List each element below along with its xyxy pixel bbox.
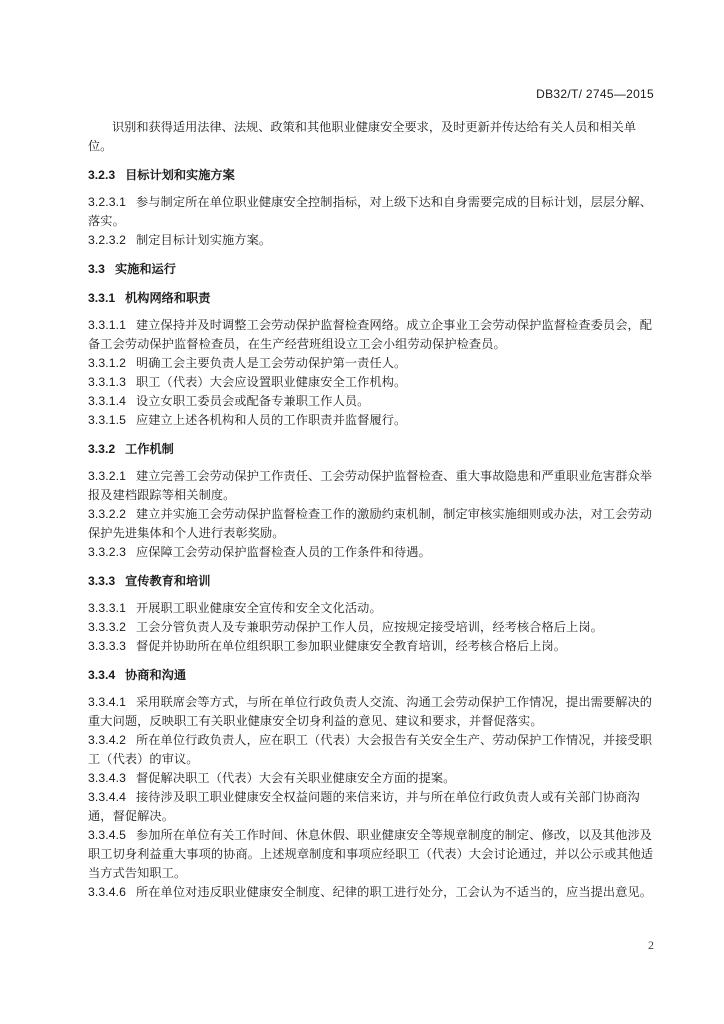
- section-title: 目标计划和实施方案: [125, 168, 235, 182]
- clause-3-3-4-6: [88, 883, 656, 902]
- section-number: 3.3.3: [88, 574, 116, 588]
- section-heading-3-3: [88, 260, 656, 279]
- clause-number: 3.3.2.1: [88, 469, 126, 483]
- clause-text: 建立并实施工会劳动保护监督检查工作的激励约束机制，制定审核实施细则或办法，对工会劳动保护先进集体和个人进行表彰奖励。: [88, 507, 653, 540]
- clause-text: 所在单位行政负责人，应在职工（代表）大会报告有关安全生产、劳动保护工作情况，并接受职工（代表）的审议。: [88, 733, 653, 766]
- clause-3-3-4-5: [88, 826, 656, 883]
- clause-number: 3.2.3.1: [88, 195, 126, 209]
- section-number: 3.3.1: [88, 291, 116, 305]
- section-heading-3-3-3: [88, 572, 656, 591]
- clause-number: 3.2.3.2: [88, 233, 126, 247]
- clause-3-2-3-2: [88, 231, 656, 250]
- section-number: 3.3.2: [88, 442, 116, 456]
- clause-text: 开展职工职业健康安全宣传和安全文化活动。: [135, 601, 382, 615]
- clause-text: 职工（代表）大会应设置职业健康安全工作机构。: [135, 375, 407, 389]
- clause-number: 3.3.1.2: [88, 356, 126, 370]
- section-title: 宣传教育和培训: [125, 574, 211, 588]
- clause-text: 接待涉及职工职业健康安全权益问题的来信来访，并与所在单位行政负责人或有关部门协商沟通，督促解决。: [88, 790, 640, 823]
- clause-text: 制定目标计划实施方案。: [135, 233, 272, 247]
- section-title: 实施和运行: [114, 262, 176, 276]
- section-heading-3-3-2: [88, 440, 656, 459]
- section-number: 3.3: [88, 262, 105, 276]
- document-body: [88, 118, 656, 902]
- clause-3-3-2-3: [88, 543, 656, 562]
- section-heading-3-3-1: [88, 289, 656, 308]
- clause-text: 建立完善工会劳动保护工作责任、工会劳动保护监督检查、重大事故隐患和严重职业危害群众举报及建档跟踪等相关制度。: [88, 469, 653, 502]
- clause-text: 应建立上述各机构和人员的工作职责并监督履行。: [135, 413, 407, 427]
- clause-3-3-2-2: [88, 505, 656, 543]
- section-title: 机构网络和职责: [125, 291, 211, 305]
- clause-number: 3.3.3.2: [88, 620, 126, 634]
- clause-number: 3.3.2.3: [88, 545, 126, 559]
- section-number: 3.2.3: [88, 168, 116, 182]
- section-heading-3-2-3: [88, 166, 656, 185]
- clause-number: 3.3.4.4: [88, 790, 126, 804]
- clause-text: 工会分管负责人及专兼职劳动保护工作人员，应按规定接受培训，经考核合格后上岗。: [135, 620, 603, 634]
- clause-3-3-1-3: [88, 373, 656, 392]
- clause-3-3-3-2: [88, 618, 656, 637]
- clause-3-3-2-1: [88, 467, 656, 505]
- clause-3-3-1-5: [88, 411, 656, 430]
- clause-text: 参与制定所在单位职业健康安全控制指标，对上级下达和自身需要完成的目标计划，层层分解、落实。: [88, 195, 653, 228]
- clause-3-3-1-4: [88, 392, 656, 411]
- clause-number: 3.3.1.4: [88, 394, 126, 408]
- clause-3-2-3-1: [88, 193, 656, 231]
- clause-text: 督促并协助所在单位组织职工参加职业健康安全教育培训，经考核合格后上岗。: [135, 639, 567, 653]
- clause-number: 3.3.1.1: [88, 318, 126, 332]
- clause-3-3-3-1: [88, 599, 656, 618]
- clause-text: 督促解决职工（代表）大会有关职业健康安全方面的提案。: [135, 771, 456, 785]
- clause-number: 3.3.3.1: [88, 601, 126, 615]
- document-code: DB32/T/ 2745—2015: [536, 87, 654, 101]
- clause-text: 采用联席会等方式，与所在单位行政负责人交流、沟通工会劳动保护工作情况，提出需要解决的重大问题，反映职工有关职业健康安全切身利益的意见、建议和要求，并督促落实。: [88, 695, 653, 728]
- clause-number: 3.3.3.3: [88, 639, 126, 653]
- clause-3-3-4-3: [88, 769, 656, 788]
- clause-3-3-1-1: [88, 316, 656, 354]
- clause-number: 3.3.4.6: [88, 885, 126, 899]
- section-title: 工作机制: [125, 442, 174, 456]
- clause-text: 应保障工会劳动保护监督检查人员的工作条件和待遇。: [135, 545, 431, 559]
- clause-number: 3.3.1.5: [88, 413, 126, 427]
- clause-number: 3.3.4.3: [88, 771, 126, 785]
- section-title: 协商和沟通: [125, 668, 187, 682]
- page-number: 2: [648, 938, 654, 952]
- clause-3-3-1-2: [88, 354, 656, 373]
- clause-3-3-4-4: [88, 788, 656, 826]
- clause-text: 参加所在单位有关工作时间、休息休假、职业健康安全等规章制度的制定、修改，以及其他涉及职工切身利益重大事项的协商。上述规章制度和事项应经职工（代表）大会讨论通过，并以公示或其他适当方式告知职工。: [88, 828, 654, 880]
- clause-number: 3.3.4.5: [88, 828, 126, 842]
- intro-paragraph: 识别和获得适用法律、法规、政策和其他职业健康安全要求，及时更新并传达给有关人员和相关单位。: [88, 120, 637, 153]
- clause-text: 明确工会主要负责人是工会劳动保护第一责任人。: [135, 356, 407, 370]
- clause-3-3-4-2: [88, 731, 656, 769]
- section-heading-3-3-4: [88, 666, 656, 685]
- clause-number: 3.3.1.3: [88, 375, 126, 389]
- clause-3-3-4-1: [88, 693, 656, 731]
- clause-3-3-3-3: [88, 637, 656, 656]
- clause-text: 所在单位对违反职业健康安全制度、纪律的职工进行处分，工会认为不适当的，应当提出意见。: [135, 885, 653, 899]
- clause-number: 3.3.4.1: [88, 695, 126, 709]
- clause-text: 建立保持并及时调整工会劳动保护监督检查网络。成立企事业工会劳动保护监督检查委员会，配备工会劳动保护监督检查员，在生产经营班组设立工会小组劳动保护检查员。: [88, 318, 653, 351]
- clause-number: 3.3.4.2: [88, 733, 126, 747]
- clause-text: 设立女职工委员会或配备专兼职工作人员。: [135, 394, 370, 408]
- clause-number: 3.3.2.2: [88, 507, 126, 521]
- section-number: 3.3.4: [88, 668, 116, 682]
